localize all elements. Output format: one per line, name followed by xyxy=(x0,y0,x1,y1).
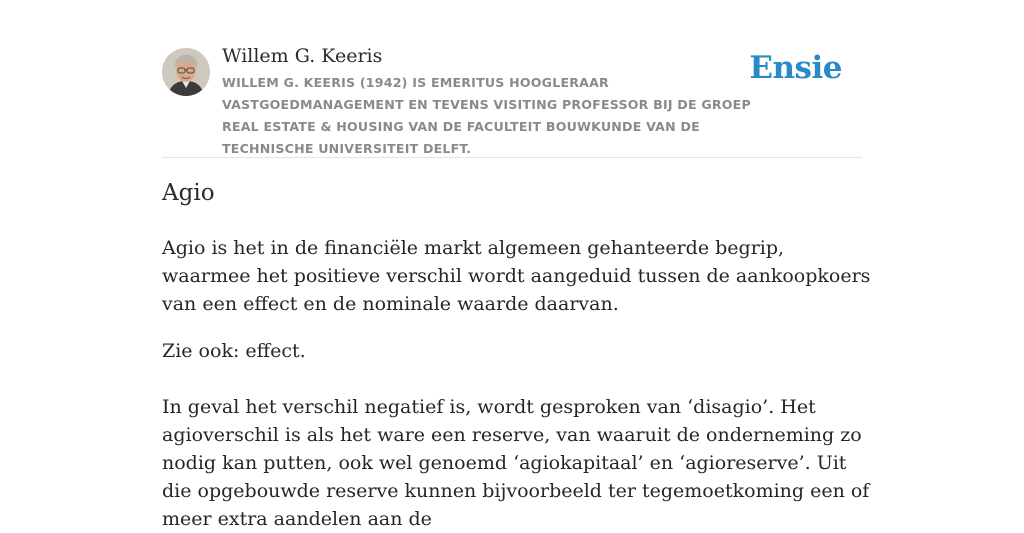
article-paragraph: In geval het verschil negatief is, wordt gesproken van ‘disagio’. Het agioverschil is als het ware een reserve, van waaruit de onderneming zo nodig kan putten, ook wel genoemd ‘agiokapitaal’ en ‘agioreserve’. Uit die opgebouwde reserve kunnen bijvoorbeeld ter tegemoetkoming een of meer extra aandelen aan de xyxy=(162,396,870,530)
author-photo-icon xyxy=(162,48,210,96)
article-see-also: Zie ook: effect. xyxy=(162,340,306,362)
author-avatar[interactable] xyxy=(162,48,210,96)
brand-logo[interactable]: Ensie xyxy=(749,50,842,86)
header-divider xyxy=(162,157,862,158)
author-header xyxy=(162,44,862,157)
author-bio: WILLEM G. KEERIS (1942) IS EMERITUS HOOGLERAAR VASTGOEDMANAGEMENT EN TEVENS VISITING PROFESSOR BIJ DE GROEP REAL ESTATE & HOUSING VAN DE FACULTEIT BOUWKUNDE VAN DE TECHNISCHE UNIVERSITEIT DELFT. xyxy=(222,75,751,156)
article-body xyxy=(162,234,872,533)
article-paragraph: Agio is het in de financiële markt algemeen gehanteerde begrip, waarmee het positieve verschil wordt aangeduid tussen de aankoopkoers van een effect en de nominale waarde daarvan. xyxy=(162,237,871,315)
author-name[interactable]: Willem G. Keeris xyxy=(222,45,383,67)
article-title: Agio xyxy=(162,180,215,206)
